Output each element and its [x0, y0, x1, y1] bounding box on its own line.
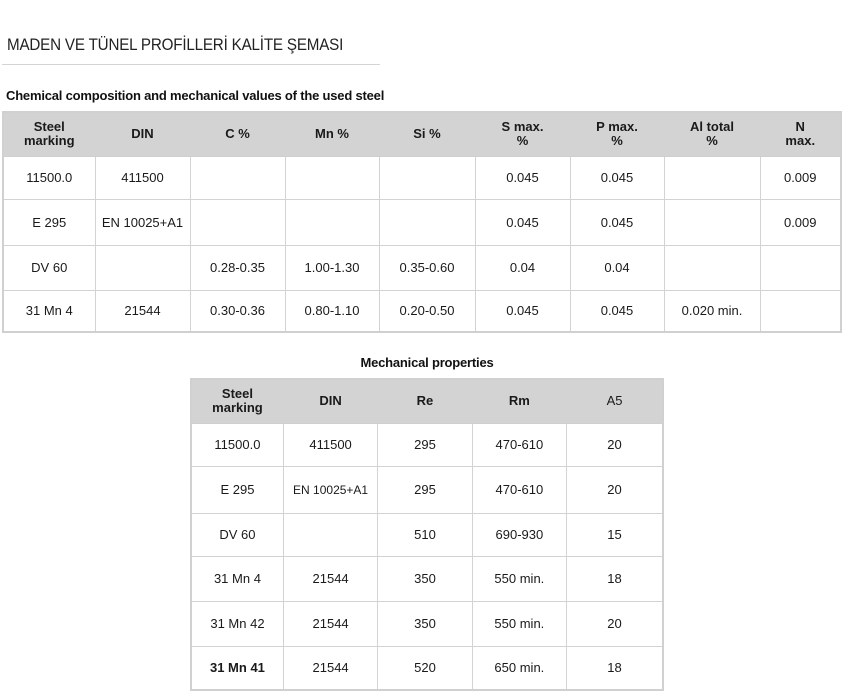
cell-mn: 1.00-1.30 [285, 245, 379, 290]
cell-al-total [664, 156, 760, 199]
mechanical-properties-table [190, 378, 664, 691]
cell-si [379, 199, 475, 245]
cell-a5: 20 [567, 423, 663, 466]
table-row [3, 156, 841, 199]
cell-din [95, 245, 190, 290]
cell-c: 0.28-0.35 [190, 245, 285, 290]
cell-steel-marking: E 295 [3, 199, 95, 245]
cell-rm: 470-610 [472, 466, 566, 513]
cell-rm: 550 min. [472, 601, 566, 646]
cell-rm: 690-930 [472, 513, 566, 556]
cell-re: 350 [378, 601, 472, 646]
cell-steel-marking: DV 60 [3, 245, 95, 290]
cell-steel-marking: 11500.0 [3, 156, 95, 199]
cell-re: 520 [378, 646, 472, 690]
cell-din: 411500 [283, 423, 377, 466]
cell-c [190, 199, 285, 245]
cell-s-max: 0.045 [475, 156, 570, 199]
cell-din: 21544 [283, 601, 377, 646]
cell-din: 21544 [283, 556, 377, 601]
cell-n-max [760, 290, 841, 332]
cell-si: 0.35-0.60 [379, 245, 475, 290]
chemical-composition-table [2, 111, 842, 333]
cell-n-max: 0.009 [760, 156, 841, 199]
col-header-din: DIN [95, 112, 190, 156]
cell-s-max: 0.045 [475, 290, 570, 332]
col-header-rm: Rm [472, 379, 566, 423]
cell-din: EN 10025+A1 [283, 466, 377, 513]
cell-a5: 20 [567, 601, 663, 646]
table-row [3, 199, 841, 245]
cell-n-max: 0.009 [760, 199, 841, 245]
col-header-s-max: S max. % [475, 112, 570, 156]
chemical-table-heading: Chemical composition and mechanical values of the used steel [6, 88, 385, 103]
cell-mn: 0.80-1.10 [285, 290, 379, 332]
cell-s-max: 0.04 [475, 245, 570, 290]
table-row [191, 466, 663, 513]
table-row [191, 556, 663, 601]
col-header-a5: A5 [567, 379, 663, 423]
cell-c: 0.30-0.36 [190, 290, 285, 332]
col-header-steel-marking: Steel marking [191, 379, 283, 423]
cell-s-max: 0.045 [475, 199, 570, 245]
cell-re: 350 [378, 556, 472, 601]
cell-si [379, 156, 475, 199]
cell-re: 510 [378, 513, 472, 556]
cell-steel-marking: 31 Mn 4 [191, 556, 283, 601]
cell-al-total [664, 245, 760, 290]
mechanical-table-heading: Mechanical properties [360, 355, 494, 370]
cell-a5: 18 [567, 556, 663, 601]
cell-a5: 20 [567, 466, 663, 513]
cell-din: EN 10025+A1 [95, 199, 190, 245]
table-row [191, 423, 663, 466]
table-row [191, 601, 663, 646]
col-header-steel-marking: Steel marking [3, 112, 95, 156]
col-header-n-max: N max. [760, 112, 841, 156]
page-title: MADEN VE TÜNEL PROFİLLERİ KALİTE ŞEMASI [7, 36, 344, 54]
cell-re: 295 [378, 466, 472, 513]
col-header-mn: Mn % [285, 112, 379, 156]
col-header-c: C % [190, 112, 285, 156]
cell-p-max: 0.045 [570, 290, 664, 332]
cell-si: 0.20-0.50 [379, 290, 475, 332]
cell-din: 21544 [283, 646, 377, 690]
title-divider [2, 64, 380, 65]
cell-din: 21544 [95, 290, 190, 332]
col-header-re: Re [378, 379, 472, 423]
col-header-p-max: P max. % [570, 112, 664, 156]
cell-mn [285, 156, 379, 199]
cell-re: 295 [378, 423, 472, 466]
cell-steel-marking: 31 Mn 41 [191, 646, 283, 690]
col-header-si: Si % [379, 112, 475, 156]
cell-p-max: 0.04 [570, 245, 664, 290]
cell-din: 411500 [95, 156, 190, 199]
cell-al-total [664, 199, 760, 245]
cell-steel-marking: 31 Mn 42 [191, 601, 283, 646]
cell-steel-marking: E 295 [191, 466, 283, 513]
cell-rm: 650 min. [472, 646, 566, 690]
table-row [3, 245, 841, 290]
cell-steel-marking: DV 60 [191, 513, 283, 556]
cell-a5: 18 [567, 646, 663, 690]
cell-steel-marking: 31 Mn 4 [3, 290, 95, 332]
cell-steel-marking: 11500.0 [191, 423, 283, 466]
col-header-din: DIN [283, 379, 377, 423]
col-header-al-total: Al total % [664, 112, 760, 156]
cell-rm: 470-610 [472, 423, 566, 466]
cell-din [283, 513, 377, 556]
cell-a5: 15 [567, 513, 663, 556]
cell-c [190, 156, 285, 199]
table-row [191, 646, 663, 690]
cell-n-max [760, 245, 841, 290]
table-row [191, 513, 663, 556]
chemical-header-row [3, 112, 841, 156]
cell-p-max: 0.045 [570, 156, 664, 199]
cell-rm: 550 min. [472, 556, 566, 601]
mechanical-header-row [191, 379, 663, 423]
cell-al-total: 0.020 min. [664, 290, 760, 332]
cell-p-max: 0.045 [570, 199, 664, 245]
table-row [3, 290, 841, 332]
cell-mn [285, 199, 379, 245]
